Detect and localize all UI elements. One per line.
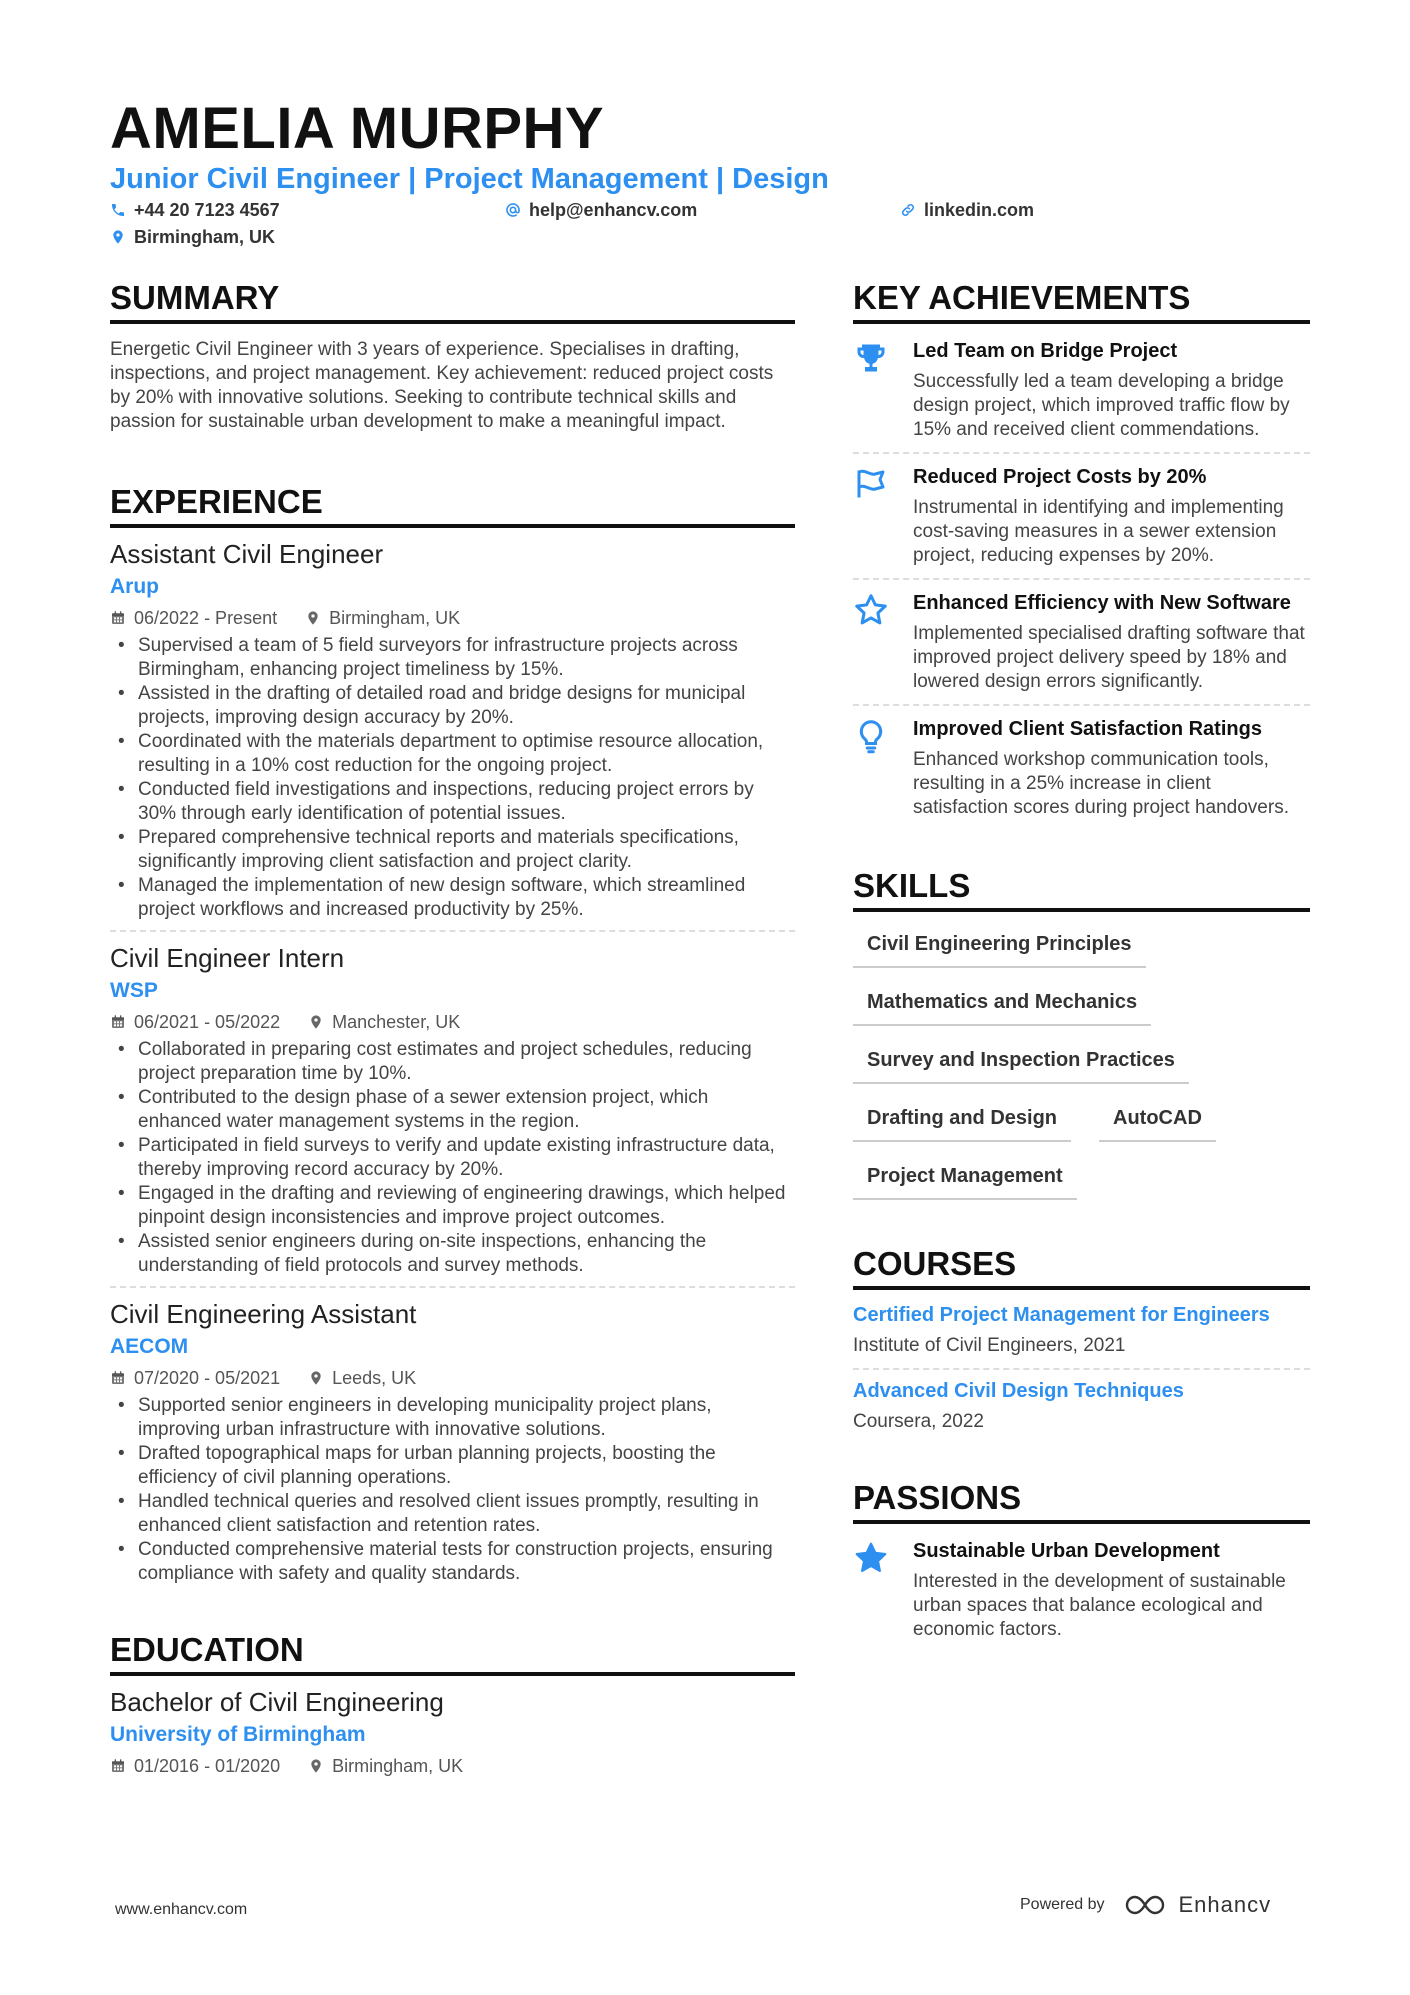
summary-text: Energetic Civil Engineer with 3 years of experience. Specialises in drafting, inspections, and project management. Key achievement: reduced project costs by 20% with innovative solutions. Seeking to contribute technical skills and passion for sustainable urban development to make a meaningful impact. bbox=[110, 339, 774, 432]
location-pin-icon bbox=[308, 1758, 324, 1774]
education-school: University of Birmingham bbox=[110, 1723, 366, 1746]
education-location bbox=[308, 1752, 463, 1780]
location-pin-icon bbox=[308, 1370, 324, 1386]
job-dates-text: 07/2020 - 05/2021 bbox=[134, 1368, 281, 1388]
powered-by-text: Powered by bbox=[1020, 1896, 1105, 1913]
calendar-icon bbox=[110, 1014, 126, 1030]
passion-title: Sustainable Urban Development bbox=[913, 1540, 1220, 1562]
skill-tag: Survey and Inspection Practices bbox=[853, 1042, 1189, 1084]
course-org: Coursera, 2022 bbox=[853, 1411, 984, 1432]
link-icon bbox=[900, 202, 916, 218]
achievement-body bbox=[913, 716, 1310, 820]
summary-heading: SUMMARY bbox=[110, 278, 795, 324]
achievement-desc: Implemented specialised drafting software that improved project delivery speed by 18% and lowered design errors significantly. bbox=[913, 623, 1305, 692]
job-location-text: Leeds, UK bbox=[332, 1368, 417, 1388]
achievement-desc: Enhanced workshop communication tools, resulting in a 25% increase in client satisfaction scores during project handovers. bbox=[913, 749, 1289, 818]
job-dates-text: 06/2022 - Present bbox=[134, 608, 278, 628]
brand-name: Enhancv bbox=[1178, 1892, 1272, 1917]
achievements-heading: KEY ACHIEVEMENTS bbox=[853, 278, 1310, 324]
job-location bbox=[308, 1364, 416, 1392]
job-bullets bbox=[110, 1038, 795, 1278]
flag-icon bbox=[853, 466, 889, 502]
right-column bbox=[853, 278, 1310, 1652]
candidate-title: Junior Civil Engineer | Project Management | Design bbox=[110, 163, 829, 195]
job-bullet: • Assisted in the drafting of detailed road and bridge designs for municipal projects, improving design accuracy by 20%. bbox=[110, 682, 795, 730]
achievement-body bbox=[913, 590, 1310, 694]
achievement-icon-wrap bbox=[853, 338, 913, 442]
job-bullet: • Handled technical queries and resolved client issues promptly, resulting in enhanced client satisfaction and retention rates. bbox=[110, 1490, 795, 1538]
phone-text: +44 20 7123 4567 bbox=[134, 200, 280, 220]
achievement-body bbox=[913, 464, 1310, 568]
job-meta bbox=[110, 604, 795, 632]
location-pin-icon bbox=[110, 229, 126, 245]
job-bullet: • Contributed to the design phase of a sewer extension project, which enhanced water management systems in the region. bbox=[110, 1086, 795, 1134]
job-bullet: • Prepared comprehensive technical reports and materials specifications, significantly improving client satisfaction and project clarity. bbox=[110, 826, 795, 874]
job-role: Civil Engineer Intern bbox=[110, 943, 345, 973]
job-bullet: • Conducted field investigations and inspections, reducing project errors by 30% through early identification of potential issues. bbox=[110, 778, 795, 826]
job-bullet: • Collaborated in preparing cost estimates and project schedules, reducing project preparation time by 10%. bbox=[110, 1038, 795, 1086]
achievement-title: Reduced Project Costs by 20% bbox=[913, 466, 1207, 488]
skills-heading: SKILLS bbox=[853, 866, 1310, 912]
achievement-item bbox=[853, 328, 1310, 452]
email-text: help@enhancv.com bbox=[529, 200, 698, 220]
course-title: Advanced Civil Design Techniques bbox=[853, 1380, 1184, 1402]
skill-tag: AutoCAD bbox=[1099, 1100, 1216, 1142]
job-bullet: • Participated in field surveys to verify and update existing infrastructure data, thereby improving record accuracy by 20%. bbox=[110, 1134, 795, 1182]
job-role: Civil Engineering Assistant bbox=[110, 1299, 417, 1329]
linkedin-text: linkedin.com bbox=[924, 200, 1035, 220]
education-location-text: Birmingham, UK bbox=[332, 1756, 464, 1776]
achievement-item bbox=[853, 452, 1310, 578]
skills-list bbox=[853, 922, 1310, 1200]
education-section bbox=[110, 1630, 795, 1780]
calendar-icon bbox=[110, 1758, 126, 1774]
contact-location bbox=[110, 225, 275, 249]
experience-heading: EXPERIENCE bbox=[110, 482, 795, 528]
passions-heading: PASSIONS bbox=[853, 1478, 1310, 1524]
job-location bbox=[308, 1008, 460, 1036]
achievement-item bbox=[853, 704, 1310, 830]
job-location bbox=[305, 604, 460, 632]
achievement-item bbox=[853, 578, 1310, 704]
education-degree: Bachelor of Civil Engineering bbox=[110, 1687, 444, 1717]
contact-linkedin[interactable] bbox=[900, 198, 1034, 222]
footer-website[interactable]: www.enhancv.com bbox=[115, 1901, 248, 1918]
contact-email[interactable] bbox=[505, 198, 697, 222]
summary-section bbox=[110, 278, 795, 434]
education-meta bbox=[110, 1752, 795, 1780]
job-company: AECOM bbox=[110, 1335, 189, 1358]
candidate-name: AMELIA MURPHY bbox=[110, 96, 605, 161]
job-dates bbox=[110, 604, 277, 632]
job-bullet: • Supervised a team of 5 field surveyors for infrastructure projects across Birmingham, enhancing project timeliness by 15%. bbox=[110, 634, 795, 682]
star-filled-icon bbox=[853, 1540, 889, 1576]
brand-logo[interactable] bbox=[1123, 1890, 1272, 1920]
course-item bbox=[853, 1294, 1310, 1368]
calendar-icon bbox=[110, 610, 126, 626]
job-bullets bbox=[110, 1394, 795, 1586]
job-meta bbox=[110, 1008, 795, 1036]
job-dates bbox=[110, 1008, 280, 1036]
passion-body bbox=[913, 1538, 1310, 1642]
job-entry bbox=[110, 536, 795, 930]
contact-phone[interactable] bbox=[110, 198, 280, 222]
achievements-section bbox=[853, 278, 1310, 830]
achievement-icon-wrap bbox=[853, 464, 913, 568]
passion-desc: Interested in the development of sustainable urban spaces that balance ecological and economic factors. bbox=[913, 1571, 1286, 1640]
job-role: Assistant Civil Engineer bbox=[110, 539, 384, 569]
footer-branding bbox=[1020, 1890, 1271, 1920]
job-entry bbox=[110, 1286, 795, 1594]
education-dates bbox=[110, 1752, 280, 1780]
job-bullet: • Coordinated with the materials department to optimise resource allocation, resulting in a 10% cost reduction for the ongoing project. bbox=[110, 730, 795, 778]
skill-tag: Civil Engineering Principles bbox=[853, 926, 1146, 968]
passion-item bbox=[853, 1528, 1310, 1652]
course-org: Institute of Civil Engineers, 2021 bbox=[853, 1335, 1126, 1356]
achievement-title: Improved Client Satisfaction Ratings bbox=[913, 718, 1262, 740]
skill-tag: Project Management bbox=[853, 1158, 1077, 1200]
achievement-icon-wrap bbox=[853, 590, 913, 694]
achievement-title: Led Team on Bridge Project bbox=[913, 340, 1178, 362]
education-dates-text: 01/2016 - 01/2020 bbox=[134, 1756, 281, 1776]
skill-tag: Drafting and Design bbox=[853, 1100, 1071, 1142]
course-item bbox=[853, 1368, 1310, 1444]
job-location-text: Birmingham, UK bbox=[329, 608, 461, 628]
enhancv-logo-icon bbox=[1123, 1892, 1171, 1918]
job-dates bbox=[110, 1364, 280, 1392]
calendar-icon bbox=[110, 1370, 126, 1386]
job-bullet: • Managed the implementation of new design software, which streamlined project workflows and increased productivity by 25%. bbox=[110, 874, 795, 922]
experience-section bbox=[110, 482, 795, 1594]
location-pin-icon bbox=[308, 1014, 324, 1030]
job-bullet: • Conducted comprehensive material tests for construction projects, ensuring compliance with safety and quality standards. bbox=[110, 1538, 795, 1586]
job-bullet: • Assisted senior engineers during on-site inspections, enhancing the understanding of field protocols and survey methods. bbox=[110, 1230, 795, 1278]
job-location-text: Manchester, UK bbox=[332, 1012, 461, 1032]
courses-section bbox=[853, 1244, 1310, 1444]
job-entry bbox=[110, 930, 795, 1286]
job-bullet: • Supported senior engineers in developing municipality project plans, improving urban infrastructure with innovative solutions. bbox=[110, 1394, 795, 1442]
location-text: Birmingham, UK bbox=[134, 227, 276, 247]
job-meta bbox=[110, 1364, 795, 1392]
left-column bbox=[110, 278, 795, 1780]
achievement-body bbox=[913, 338, 1310, 442]
skills-section bbox=[853, 866, 1310, 1200]
trophy-icon bbox=[853, 340, 889, 376]
job-bullet: • Engaged in the drafting and reviewing of engineering drawings, which helped pinpoint design inconsistencies and improve project outcomes. bbox=[110, 1182, 795, 1230]
courses-heading: COURSES bbox=[853, 1244, 1310, 1290]
job-bullets bbox=[110, 634, 795, 922]
job-company: Arup bbox=[110, 575, 159, 598]
course-title: Certified Project Management for Engineers bbox=[853, 1304, 1270, 1326]
achievement-icon-wrap bbox=[853, 716, 913, 820]
achievement-desc: Instrumental in identifying and implementing cost-saving measures in a sewer extension project, reducing expenses by 20%. bbox=[913, 497, 1284, 566]
job-dates-text: 06/2021 - 05/2022 bbox=[134, 1012, 281, 1032]
education-heading: EDUCATION bbox=[110, 1630, 795, 1676]
star-outline-icon bbox=[853, 592, 889, 628]
at-icon bbox=[505, 202, 521, 218]
passions-section bbox=[853, 1478, 1310, 1652]
passion-icon-wrap bbox=[853, 1538, 913, 1642]
achievement-title: Enhanced Efficiency with New Software bbox=[913, 592, 1291, 614]
achievement-desc: Successfully led a team developing a bridge design project, which improved traffic flow by 15% and received client commendations. bbox=[913, 371, 1290, 440]
skill-tag: Mathematics and Mechanics bbox=[853, 984, 1151, 1026]
job-company: WSP bbox=[110, 979, 158, 1002]
lightbulb-icon bbox=[853, 718, 889, 754]
phone-icon bbox=[110, 202, 126, 218]
job-bullet: • Drafted topographical maps for urban planning projects, boosting the efficiency of civil planning operations. bbox=[110, 1442, 795, 1490]
location-pin-icon bbox=[305, 610, 321, 626]
